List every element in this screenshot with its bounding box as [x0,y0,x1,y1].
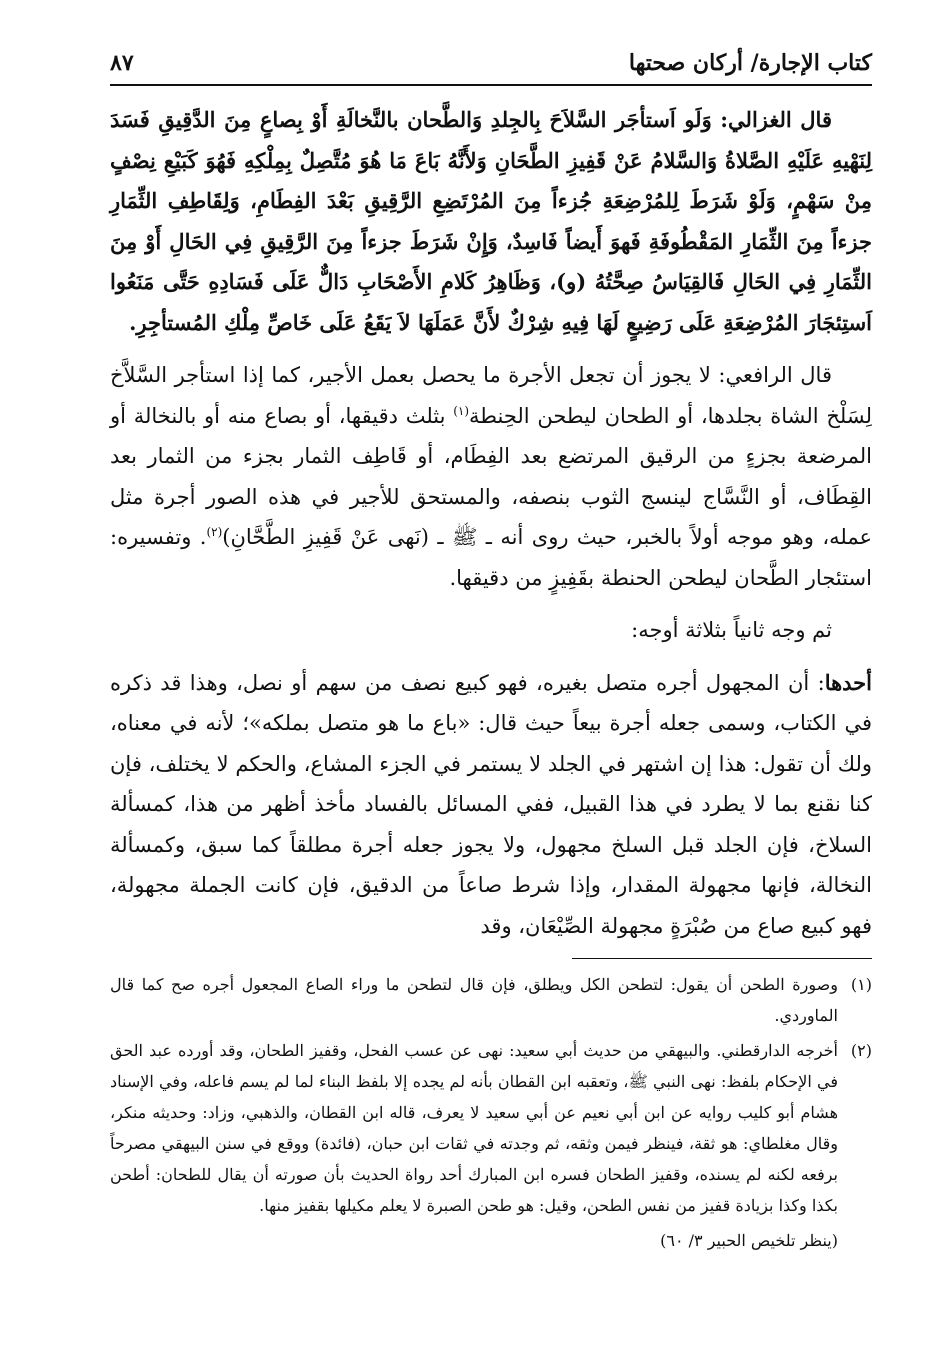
footnote-rule [572,958,872,959]
footnote-source-line [110,1225,872,1256]
footnote [110,1035,872,1221]
footnote-number: (١) [850,975,872,994]
footnote-ref-1[interactable]: (١) [453,403,470,418]
footnote-text: أخرجه الدارقطني. والبيهقي من حديث أبي سعيد: نهى عن عسب الفحل، وقفيز الطحان، وقد أورده عبد الحق في الإحكام بلفظ: نهى النبي ﷺ، وتعقبه ابن القطان بأنه لم يجده إلا بلفظ البناء لما لم يسم فاعله، وفي الإسناد هشام أبو كليب روايه عن ابن أبي نعيم عن أبي سعيد لا يعرف، قاله ابن القطان، والذهبي، وزاد: وحديثه منكر، وقال مغلطاي: هو ثقة، فينظر فيمن وثقه، ثم وجدته في ثقات ابن حبان، (فائدة) ووقع في سنن البيهقي مصرحاً برفعه لكنه لم يسنده، وقفيز الطحان فسره ابن المبارك أحد رواة الحديث بأن صورته أن يقال للطحان: أطحن بكذا وكذا بزيادة قفيز من نفس الطحن، وقيل: هو طحن الصبرة لا يعلم مكيلها بقفيز منها. [110,1041,838,1215]
first-aspect-paragraph [110,663,872,947]
page-number: ٨٧ [110,50,134,76]
footnote-ref-2[interactable]: (٢) [206,525,223,539]
first-aspect-text: : أن المجهول أجره متصل بغيره، فهو كبيع نصف من سهم أو نصل، وهذا قد ذكره في الكتاب، وسمى جعله أجرة بيعاً حيث قال: «باع ما هو متصل بملكه»؛ لأنه في معناه، ولك أن تقول: هذا إن اشتهر في الجلد لا يستمر في الجزء المشاع، والحكم لا يختلف، فإن كنا نقنع بما لا يطرد في هذا القبيل، ففي المسائل بالفساد مأخذ أظهر من هذا، كمسألة السلاخ، فإن الجلد قبل السلخ مجهول، ولا يجوز جعله أجرة مطلقاً كما سبق، وكمسألة النخالة، فإنها مجهولة المقدار، وإذا شرط صاعاً من الدقيق، فإن كانت الجملة مجهولة، فهو كبيع صاع من صُبْرَةٍ مجهولة الصِّيْعَان، وقد [110,670,872,938]
footnote-source: (ينظر تلخيص الحبير ٣/ ٦٠) [660,1231,838,1250]
rafii-text-3: . وتفسيره: استئجار الطَّحان ليطحن الحنطة بقَفِيزٍ من دقيقها. [110,525,872,590]
rafii-paragraph [110,355,872,598]
footnote [110,969,872,1031]
first-aspect-lead: أحدها [824,669,872,695]
footnote-text: وصورة الطحن أن يقول: لتطحن الكل ويطلق، فإن قال لتطحن ما وراء الصاع المجعول أجره صح كما قال الماوردي. [110,975,838,1025]
then-line: ثم وجه ثانياً بثلاثة أوجه: [631,618,832,642]
main-text [110,100,872,946]
footnotes [110,969,872,1256]
rafii-text-2: بثلث دقيقها، أو بصاع منه أو بالنخالة أو المرضعة بجزءٍ من الرقيق المرتضع بعد الفِطَام، أو قَاطِف الثمار بجزء من الثمار بعد القِطَاف، أو النَّسَّاج لينسج الثوب بنصفه، والمستحق للأجير في هذه الصور أجرة مثل عمله، وهو موجه أولاً بالخبر، حيث روى أنه ـ ﷺ ـ (نَهى عَنْ قَفِيزِ الطَّحَّانِ) [110,403,872,549]
rafii-text-1: قال الرافعي: لا يجوز أن تجعل الأجرة ما يحصل بعمل الأجير، كما إذا استأجر السَّلاَّخ لِسَلْخ الشاة بجلدها، أو الطحان ليطحن الحِنطة [110,363,872,428]
ghazali-paragraph: قال الغزالي: وَلَو اَستأجَر السَّلاَحَ بِالجِلدِ وَالطَّحان بالنَّخالَةِ أَوْ بِصاعٍ مِنَ الدَّقِيقِ فَسَدَ لِنَهْيهِ عَلَيْهِ الصَّلاةُ وَالسَّلامُ عَنْ قَفِيزِ الطَّحَانِ وَلأَنَّهُ بَاعَ مَا هُوَ مُتَّصِلٌ بِمِلْكِهِ فَهُوَ كَبَيْعِ نِصْفٍ مِنْ سَهْمٍ، وَلَوْ شَرَطَ لِلمُرْضِعَةِ جُزءاً مِنَ المُرْتَضِعِ الرَّقِيقِ بَعْدَ الفِطَامِ، وَلِقَاطِفِ الثِّمَارِ جزءاً مِنَ الثِّمَارِ المَقْطُوفَةِ فَهوَ أَيضاً فَاسِدٌ، وَإِنْ شَرَطَ جزءاً مِنَ الرَّقِيقِ فِي الحَالِ أَوْ مِنَ الثِّمَارِ فِي الحَالِ فَالقِيَاسُ صِحَّتُهُ (و)، وَظَاهِرُ كَلامِ الأَصْحَابِ دَالٌّ عَلَى فَسَادِهِ حَتَّى مَنَعُوا اَستِئجَارَ المُرْضِعَةِ عَلَى رَضِيعٍ لَهَا فِيهِ شِرْكٌ لأَنَّ عَمَلَهَا لاَ يَقَعُ عَلَى خَاصِّ مِلْكِ المُستأجِرِ. [110,107,872,335]
page-header [110,40,872,76]
footnote-number: (٢) [850,1041,872,1060]
header-rule [110,84,872,86]
running-head: كتاب الإجارة/ أركان صحتها [628,50,872,76]
